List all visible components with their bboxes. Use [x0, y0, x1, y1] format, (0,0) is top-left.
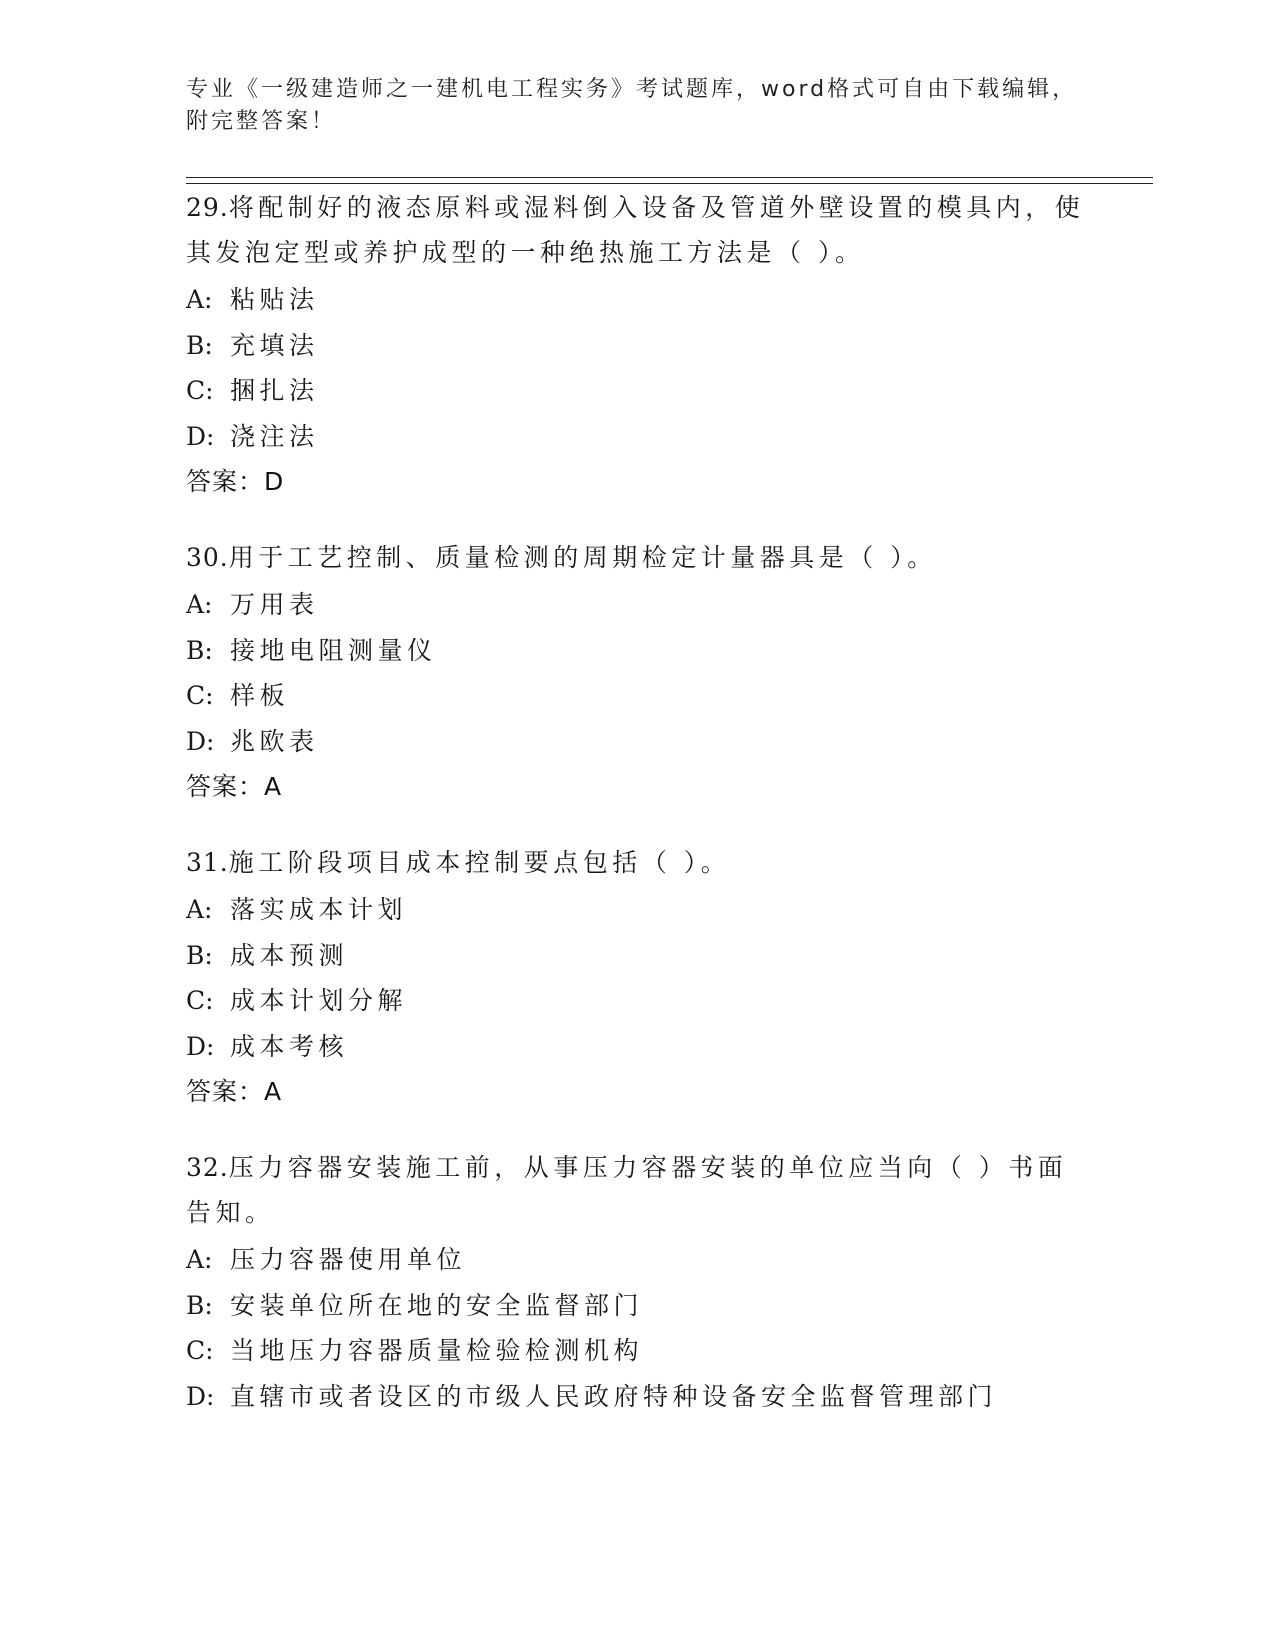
option-key: A:: [186, 285, 213, 314]
question-text: 用于工艺控制、质量检测的周期检定计量器具是（ ）。: [228, 543, 937, 572]
option-list: [186, 1237, 1086, 1419]
option-d: [186, 719, 1086, 765]
question-text: 将配制好的液态原料或湿料倒入设备及管道外壁设置的模具内，使其发泡定型或养护成型的一种绝热施工方法是（ ）。: [186, 193, 1085, 267]
option-text: 压力容器使用单位: [230, 1245, 467, 1274]
option-text: 成本预测: [230, 940, 349, 970]
question-number: 30.: [186, 543, 229, 572]
option-text: 粘贴法: [230, 285, 319, 314]
question-number: 29.: [186, 193, 229, 222]
answer-line: 答案：A: [186, 772, 283, 801]
question-text: 施工阶段项目成本控制要点包括（ ）。: [228, 848, 731, 877]
option-key: B:: [186, 330, 213, 360]
option-list: [186, 277, 1086, 459]
option-key: C:: [186, 376, 214, 405]
question-number: 31.: [186, 848, 229, 877]
option-b: [186, 1283, 1086, 1329]
option-key: B:: [186, 1290, 213, 1320]
header-line-1: 专业《一级建造师之一建机电工程实务》考试题库，word格式可自由下载编辑，: [186, 77, 1078, 102]
option-text: 兆欧表: [230, 726, 319, 756]
question-text: 压力容器安装施工前，从事压力容器安装的单位应当向（ ）书面告知。: [186, 1153, 1068, 1227]
option-text: 浇注法: [230, 421, 319, 451]
option-list: [186, 582, 1086, 764]
option-text: 样板: [230, 681, 290, 710]
option-d: [186, 1374, 1086, 1420]
option-text: 落实成本计划: [230, 895, 408, 924]
option-a: [186, 582, 1086, 628]
answer-line: 答案：D: [186, 467, 285, 496]
question-stem: [186, 535, 1086, 580]
question-stem: [186, 840, 1086, 885]
option-key: C:: [186, 681, 214, 710]
question-31: [186, 840, 1086, 1114]
question-number: 32.: [186, 1153, 229, 1182]
option-c: [186, 978, 1086, 1024]
option-key: A:: [186, 1245, 213, 1274]
option-d: [186, 414, 1086, 460]
option-key: B:: [186, 635, 213, 665]
option-c: [186, 1328, 1086, 1374]
answer-line: 答案：A: [186, 1077, 283, 1106]
option-text: 安装单位所在地的安全监督部门: [230, 1290, 644, 1320]
option-b: [186, 628, 1086, 674]
option-text: 万用表: [230, 590, 319, 619]
option-b: [186, 933, 1086, 979]
option-c: [186, 673, 1086, 719]
option-key: C:: [186, 1336, 214, 1365]
option-text: 充填法: [230, 330, 319, 360]
option-text: 成本考核: [230, 1031, 349, 1061]
option-text: 成本计划分解: [230, 986, 408, 1015]
question-29: [186, 185, 1086, 504]
option-key: D:: [186, 421, 215, 451]
option-a: [186, 277, 1086, 323]
option-key: A:: [186, 590, 213, 619]
option-c: [186, 368, 1086, 414]
option-key: A:: [186, 895, 213, 924]
document-header: [186, 74, 1078, 138]
option-text: 接地电阻测量仪: [230, 635, 437, 665]
question-stem: [186, 185, 1086, 275]
option-text: 当地压力容器质量检验检测机构: [230, 1336, 644, 1365]
option-a: [186, 887, 1086, 933]
option-text: 直辖市或者设区的市级人民政府特种设备安全监督管理部门: [230, 1381, 998, 1411]
option-key: B:: [186, 940, 213, 970]
option-list: [186, 887, 1086, 1069]
option-d: [186, 1024, 1086, 1070]
option-key: D:: [186, 726, 215, 756]
option-b: [186, 323, 1086, 369]
question-32: [186, 1145, 1086, 1419]
header-divider: [186, 177, 1153, 184]
question-stem: [186, 1145, 1086, 1235]
header-line-2: 附完整答案！: [186, 109, 337, 134]
option-key: D:: [186, 1381, 215, 1411]
option-key: D:: [186, 1031, 215, 1061]
option-a: [186, 1237, 1086, 1283]
option-text: 捆扎法: [230, 376, 319, 405]
option-key: C:: [186, 986, 214, 1015]
question-30: [186, 535, 1086, 809]
